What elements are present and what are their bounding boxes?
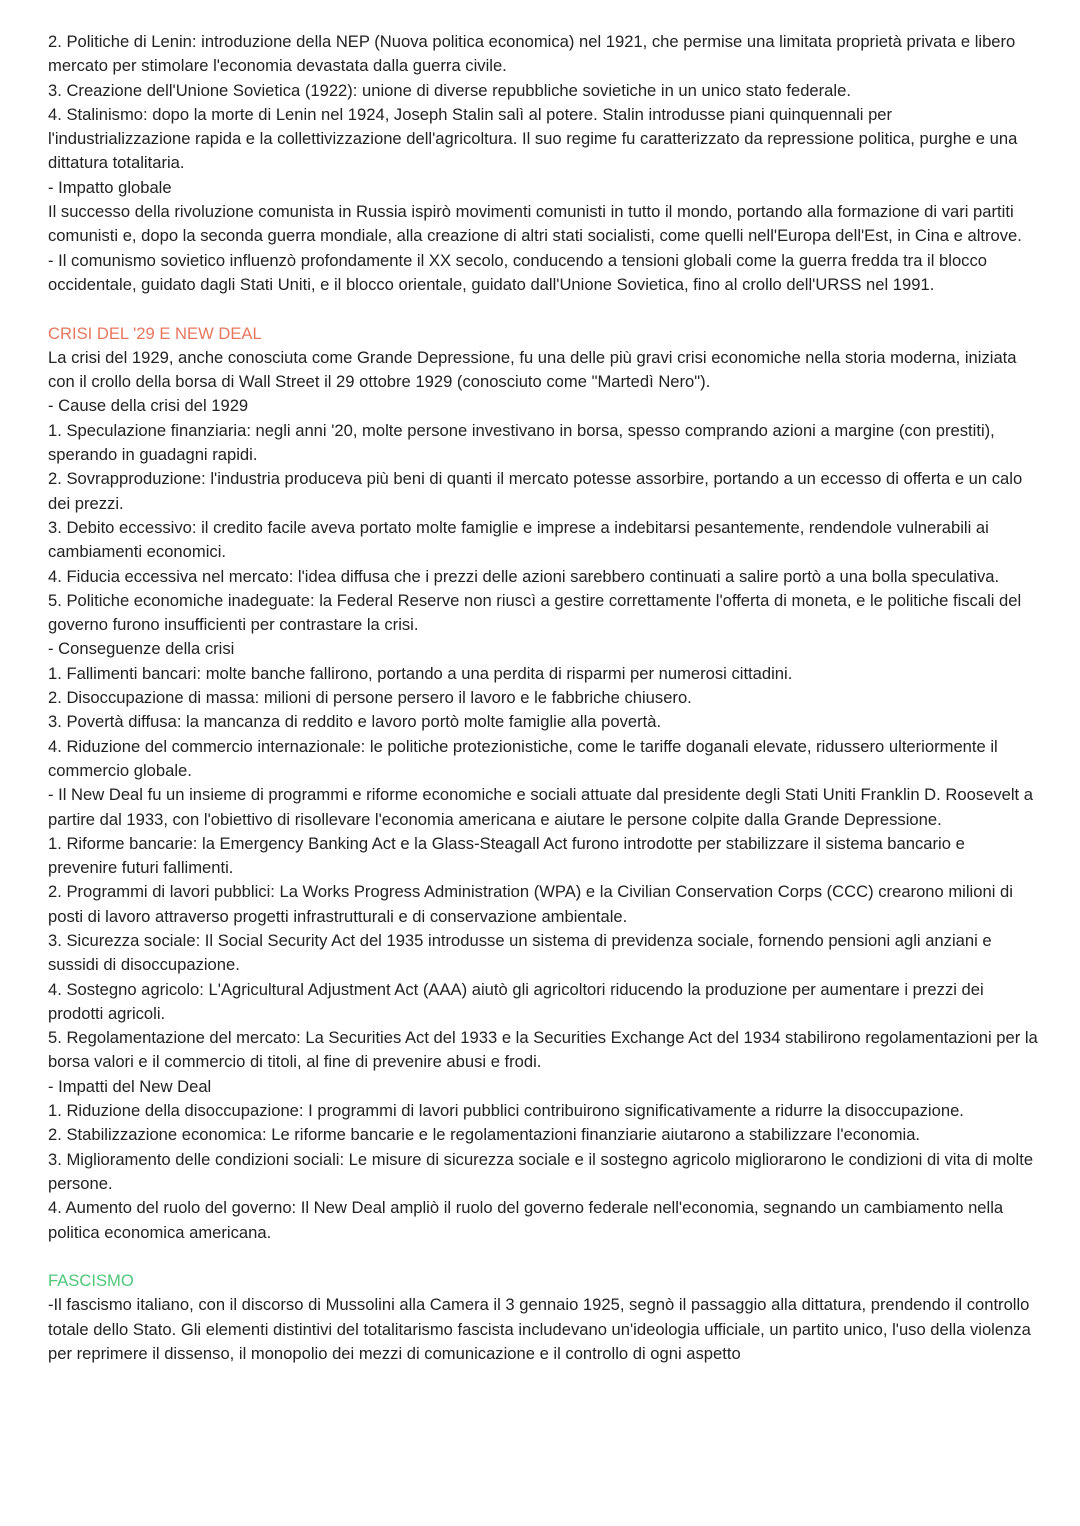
paragraph-fascism: -Il fascismo italiano, con il discorso di Mussolini alla Camera il 3 gennaio 1925, segnò il passaggio alla dittatura, prendendo il controllo totale dello Stato. Gli elementi distintivi del totalitarismo fascista includevano un'ideologia ufficiale, un partito unico, l'uso della violenza per reprimere il dissenso, il monopolio dei mezzi di comunicazione e il controllo di ogni aspetto xyxy=(48,1295,1031,1364)
impact-item: 1. Riduzione della disoccupazione: I programmi di lavori pubblici contribuirono significativamente a ridurre la disoccupazione. xyxy=(48,1101,964,1121)
fascism-section xyxy=(48,1269,1038,1366)
consequence-item: 2. Disoccupazione di massa: milioni di persone persero il lavoro e le fabbriche chiusero. xyxy=(48,688,692,708)
subheading-consequences: - Conseguenze della crisi xyxy=(48,639,235,659)
intro-block xyxy=(48,30,1038,297)
new-deal-item: 5. Regolamentazione del mercato: La Securities Act del 1933 e la Securities Exchange Act del 1934 stabilirono regolamentazioni per la borsa valori e il commercio di titoli, al fine di prevenire abusi e frodi. xyxy=(48,1028,1038,1072)
consequence-item: 1. Fallimenti bancari: molte banche fallirono, portando a una perdita di risparmi per numerosi cittadini. xyxy=(48,663,793,683)
new-deal-item: 2. Programmi di lavori pubblici: La Works Progress Administration (WPA) e la Civilian Conservation Corps (CCC) crearono milioni di posti di lavoro attraverso progetti infrastrutturali e di conservazione ambientale. xyxy=(48,882,1013,926)
subheading-global-impact: - Impatto globale xyxy=(48,177,172,197)
subheading-causes: - Cause della crisi del 1929 xyxy=(48,396,249,416)
subheading-new-deal-impacts: - Impatti del New Deal xyxy=(48,1076,212,1096)
paragraph-revolution-success: Il successo della rivoluzione comunista in Russia ispirò movimenti comunisti in tutto il mondo, portando alla formazione di vari partiti comunisti e, dopo la seconda guerra mondiale, alla creazione di altri stati socialisti, come quelli nell'Europa dell'Est, in Cina e altrove. xyxy=(48,202,1022,246)
paragraph-stalinism: 4. Stalinismo: dopo la morte di Lenin nel 1924, Joseph Stalin salì al potere. Stalin introdusse piani quinquennali per l'industrializzazione rapida e la collettivizzazione dell'agricoltura. Il suo regime fu caratterizzato da repressione politica, purghe e una dittatura totalitaria. xyxy=(48,104,1018,173)
section-heading-fascism: FASCISMO xyxy=(48,1271,134,1291)
cause-item: 1. Speculazione finanziaria: negli anni '20, molte persone investivano in borsa, spesso comprando azioni a margine (con prestiti), sperando in guadagni rapidi. xyxy=(48,420,995,465)
paragraph-crisis-intro: La crisi del 1929, anche conosciuta come Grande Depressione, fu una delle più gravi crisi economiche nella storia moderna, iniziata con il crollo della borsa di Wall Street il 29 ottobre 1929 (conosciuto come "Martedì Nero"). xyxy=(48,347,1017,392)
new-deal-item: 4. Sostegno agricolo: L'Agricultural Adjustment Act (AAA) aiutò gli agricoltori riducendo la produzione per aumentare i prezzi dei prodotti agricoli. xyxy=(48,979,984,1023)
consequence-item: 4. Riduzione del commercio internazionale: le politiche protezionistiche, come le tariffe doganali elevate, ridussero ulteriormente il commercio globale. xyxy=(48,736,998,780)
paragraph-nep: 2. Politiche di Lenin: introduzione della NEP (Nuova politica economica) nel 1921, che permise una limitata proprietà privata e libero mercato per stimolare l'economia devastata dalla guerra civile. xyxy=(48,32,1016,76)
section-heading-crisis: CRISI DEL '29 E NEW DEAL xyxy=(48,323,262,343)
document-page xyxy=(48,30,1038,1366)
paragraph-soviet-influence: - Il comunismo sovietico influenzò profondamente il XX secolo, conducendo a tensioni globali come la guerra fredda tra il blocco occidentale, guidato dagli Stati Uniti, e il blocco orientale, guidato dall'Unione Sovietica, fino al crollo dell'URSS nel 1991. xyxy=(48,250,987,294)
paragraph-new-deal: - Il New Deal fu un insieme di programmi e riforme economiche e sociali attuate dal presidente degli Stati Uniti Franklin D. Roosevelt a partire dal 1933, con l'obiettivo di risollevare l'economia americana e aiutare le persone colpite dalla Grande Depressione. xyxy=(48,785,1034,829)
consequence-item: 3. Povertà diffusa: la mancanza di reddito e lavoro portò molte famiglie alla povertà. xyxy=(48,712,662,732)
cause-item: 5. Politiche economiche inadeguate: la Federal Reserve non riuscì a gestire correttamente l'offerta di moneta, e le politiche fiscali del governo furono insufficienti per contrastare la crisi. xyxy=(48,590,1022,635)
new-deal-item: 3. Sicurezza sociale: Il Social Security Act del 1935 introdusse un sistema di previdenza sociale, fornendo pensioni agli anziani e sussidi di disoccupazione. xyxy=(48,930,992,975)
cause-item: 4. Fiducia eccessiva nel mercato: l'idea diffusa che i prezzi delle azioni sarebbero continuati a salire portò a una bolla speculativa. xyxy=(48,566,1000,586)
impact-item: 4. Aumento del ruolo del governo: Il New Deal ampliò il ruolo del governo federale nell'economia, segnando un cambiamento nella politica economica americana. xyxy=(48,1198,1004,1242)
section-spacer xyxy=(48,1245,1038,1269)
new-deal-item: 1. Riforme bancarie: la Emergency Banking Act e la Glass-Steagall Act furono introdotte per stabilizzare il sistema bancario e prevenire futuri fallimenti. xyxy=(48,833,965,878)
crisis-section xyxy=(48,322,1038,1245)
impact-item: 3. Miglioramento delle condizioni sociali: Le misure di sicurezza sociale e il sostegno agricolo migliorarono le condizioni di vita di molte persone. xyxy=(48,1149,1034,1193)
impact-item: 2. Stabilizzazione economica: Le riforme bancarie e le regolamentazioni finanziarie aiutarono a stabilizzare l'economia. xyxy=(48,1125,921,1145)
section-spacer xyxy=(48,297,1038,321)
cause-item: 3. Debito eccessivo: il credito facile aveva portato molte famiglie e imprese a indebitarsi pesantemente, rendendole vulnerabili ai cambiamenti economici. xyxy=(48,517,989,562)
paragraph-soviet-union: 3. Creazione dell'Unione Sovietica (1922): unione di diverse repubbliche sovietiche in un unico stato federale. xyxy=(48,80,851,100)
cause-item: 2. Sovrapproduzione: l'industria produceva più beni di quanti il mercato potesse assorbire, portando a un eccesso di offerta e un calo dei prezzi. xyxy=(48,469,1023,513)
